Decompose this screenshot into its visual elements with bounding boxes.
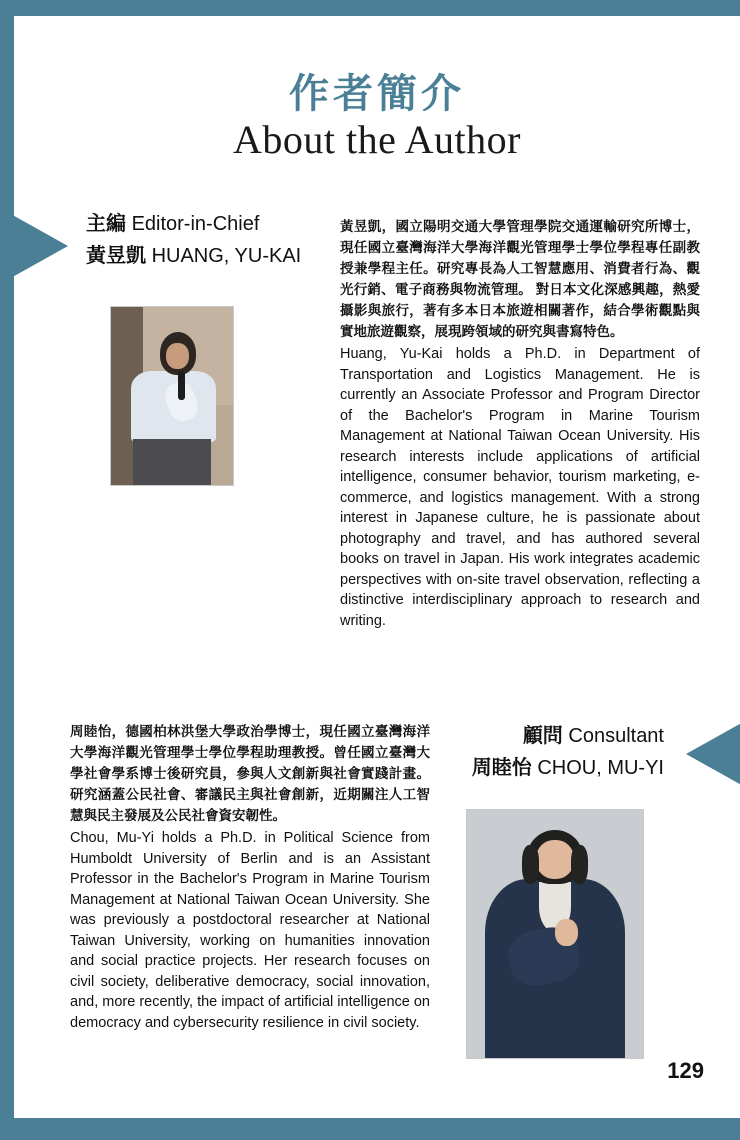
editor-name-english: HUANG, YU-KAI xyxy=(151,245,302,267)
page-number: 129 xyxy=(667,1058,704,1083)
editor-name-chinese: 黃昱凱 xyxy=(86,245,146,267)
page-top-bar xyxy=(0,0,740,16)
page-left-bar xyxy=(0,16,14,1118)
page-content xyxy=(14,16,740,1118)
editor-role-english: Editor-in-Chief xyxy=(131,213,260,235)
editor-portrait-photo xyxy=(110,306,234,486)
decorative-arrow-left-icon xyxy=(0,208,68,284)
consultant-role-english: Consultant xyxy=(568,725,664,747)
editor-bio-column xyxy=(340,216,700,631)
consultant-name-chinese: 周睦怡 xyxy=(471,757,532,779)
editor-heading-block xyxy=(86,208,326,272)
consultant-portrait-photo xyxy=(466,809,644,1059)
consultant-bio-english: Chou, Mu-Yi holds a Ph.D. in Political Science from Humboldt University of Berlin and is an Assistant Professor in the Bachelor's Program in Marine Tourism Management at National Taiwan Ocean University. She was previously a postdoctoral researcher at National Taiwan University, working on humanities innovation and social practice projects. Her research focuses on civil society, deliberative democracy, social innovation, and, more recently, the impact of artificial intelligence on democracy and cybersecurity resilience in civil society. xyxy=(70,830,430,1031)
editor-bio-english: Huang, Yu-Kai holds a Ph.D. in Department of Transportation and Logistics Management. He is currently an Associate Professor and Program Director of the Bachelor's Program in Marine Tourism Management at National Taiwan Ocean University. His research interests include applications of artificial intelligence, consumer behavior, tourism marketing, e-commerce, and logistics management. With a strong interest in Japanese culture, he is passionate about photography and travel, and has authored several books on travel in Japan. His work integrates academic perspectives with on-site travel observation, reflecting a distinctive interdisciplinary approach to research and writing. xyxy=(340,346,700,629)
page-bottom-bar xyxy=(0,1118,740,1140)
consultant-name-english: CHOU, MU-YI xyxy=(537,757,664,779)
decorative-arrow-right-icon xyxy=(686,716,740,792)
editor-role-line xyxy=(86,208,326,240)
page-title-english: About the Author xyxy=(233,117,521,162)
consultant-bio-column xyxy=(70,721,430,1033)
consultant-role-chinese: 顧問 xyxy=(522,725,563,747)
editor-name-line xyxy=(86,240,326,272)
consultant-bio-chinese: 周睦怡，德國柏林洪堡大學政治學博士，現任國立臺灣海洋大學海洋觀光管理學士學位學程助理教授。曾任國立臺灣大學社會學系博士後研究員，參與人文創新與社會實踐計畫。研究涵蓋公民社會、審議民主與社會創新，近期關注人工智慧與民主發展及公民社會資安韌性。 xyxy=(70,724,430,823)
page-title-chinese: 作者簡介 xyxy=(289,71,465,116)
editor-bio-chinese: 黃昱凱，國立陽明交通大學管理學院交通運輸研究所博士，現任國立臺灣海洋大學海洋觀光管理學士學位學程專任副教授兼學程主任。研究專長為人工智慧應用、消費者行為、觀光行銷、電子商務與物流管理。 對日本文化深感興趣，熱愛攝影與旅行，著有多本日本旅遊相關著作，結合學術觀點與實地旅遊觀察，展現跨領域的研究與書寫特色。 xyxy=(340,219,700,339)
editor-role-chinese: 主編 xyxy=(86,213,126,235)
